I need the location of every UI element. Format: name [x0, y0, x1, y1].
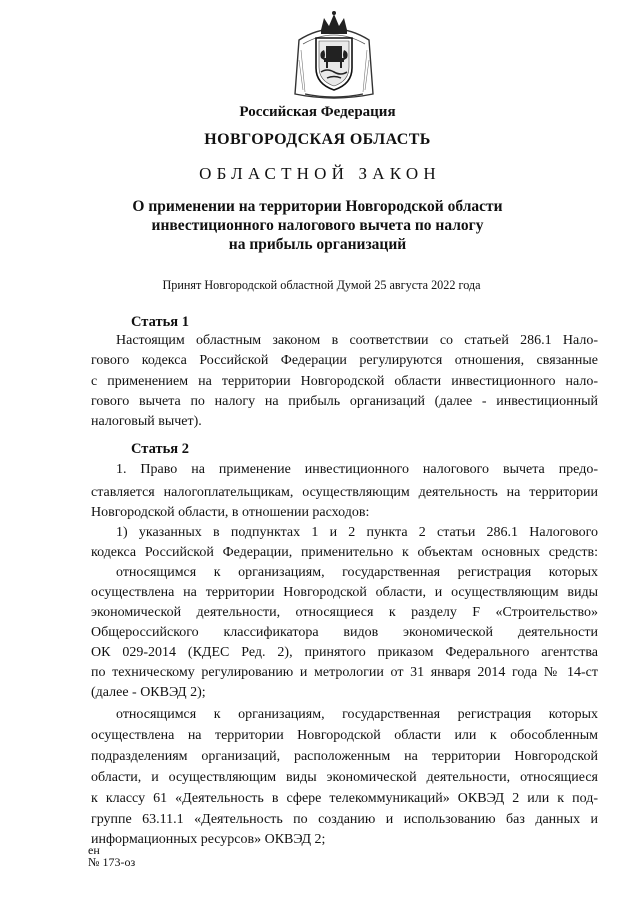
paragraph-line: осуществлена на территории Новгородской области, и осуществляющим виды	[91, 585, 598, 600]
paragraph-line: кодекса Российской Федерации, применительно к объектам основных средств:	[91, 545, 598, 560]
paragraph-line: относящимся к организациям, государственная регистрация которых	[116, 565, 598, 580]
paragraph-line: 1) указанных в подпунктах 1 и 2 пункта 2 статьи 286.1 Налогового	[116, 525, 598, 540]
paragraph-line: по техническому регулированию и метрологии от 31 января 2014 года № 14-ст	[91, 665, 598, 680]
federation-heading: Российская Федерация	[239, 104, 396, 120]
paragraph-line: Настоящим областным законом в соответствии со статьей 286.1 Нало-	[116, 333, 598, 348]
paragraph-line: Общероссийского классификатора видов экономической деятельности	[91, 625, 598, 640]
law-title-line: на прибыль организаций	[228, 236, 407, 253]
paragraph-line: ОК 029-2014 (КДЕС Ред. 2), принятого приказом Федерального агентства	[91, 645, 598, 660]
region-heading: НОВГОРОДСКАЯ ОБЛАСТЬ	[204, 131, 431, 148]
paragraph-line: налоговый вычет).	[91, 414, 202, 429]
paragraph-line: информационных ресурсов» ОКВЭД 2;	[91, 832, 326, 847]
article-1-heading: Статья 1	[131, 314, 189, 330]
paragraph-line: относящимся к организациям, государственная регистрация которых	[116, 707, 598, 722]
law-title-line: инвестиционного налогового вычета по налогу	[151, 217, 484, 234]
paragraph-line: с применением на территории Новгородской области инвестиционного нало-	[91, 374, 598, 389]
paragraph-line: подразделениям организаций, расположенным на территории Новгородской	[91, 749, 598, 764]
footer-initials: ен	[88, 843, 100, 857]
paragraph-line: экономической деятельности, относящиеся к разделу F «Строительство»	[91, 605, 598, 620]
paragraph-line: гового кодекса Российской Федерации регулируются отношения, связанные	[91, 353, 598, 368]
paragraph-line: гового вычета по налогу на прибыль организаций (далее - инвестиционный	[91, 394, 598, 409]
paragraph-line: области, и осуществляющим виды экономической деятельности, относящиеся	[91, 770, 598, 785]
paragraph-line: к классу 61 «Деятельность в сфере телекоммуникаций» ОКВЭД 2 или к под-	[91, 791, 598, 806]
document-type-heading: ОБЛАСТНОЙ ЗАКОН	[199, 164, 441, 183]
paragraph-line: ставляется налогоплательщикам, осуществляющим деятельность на территории	[91, 485, 598, 500]
footer-law-number: № 173-оз	[88, 855, 136, 869]
article-2-heading: Статья 2	[131, 441, 189, 457]
paragraph-line: Новгородской области, в отношении расходов:	[91, 505, 370, 520]
paragraph-line: группе 63.11.1 «Деятельность по созданию и использованию баз данных и	[91, 812, 598, 827]
law-title-line: О применении на территории Новгородской области	[132, 198, 503, 215]
law-title	[0, 197, 635, 254]
adoption-note: Принят Новгородской областной Думой 25 августа 2022 года	[162, 278, 481, 292]
paragraph-line: осуществлена на территории Новгородской области или к обособленным	[91, 728, 598, 743]
paragraph-line: (далее - ОКВЭД 2);	[91, 685, 206, 700]
paragraph-line: 1. Право на применение инвестиционного налогового вычета предо-	[116, 462, 598, 477]
coat-of-arms-emblem	[291, 10, 377, 100]
